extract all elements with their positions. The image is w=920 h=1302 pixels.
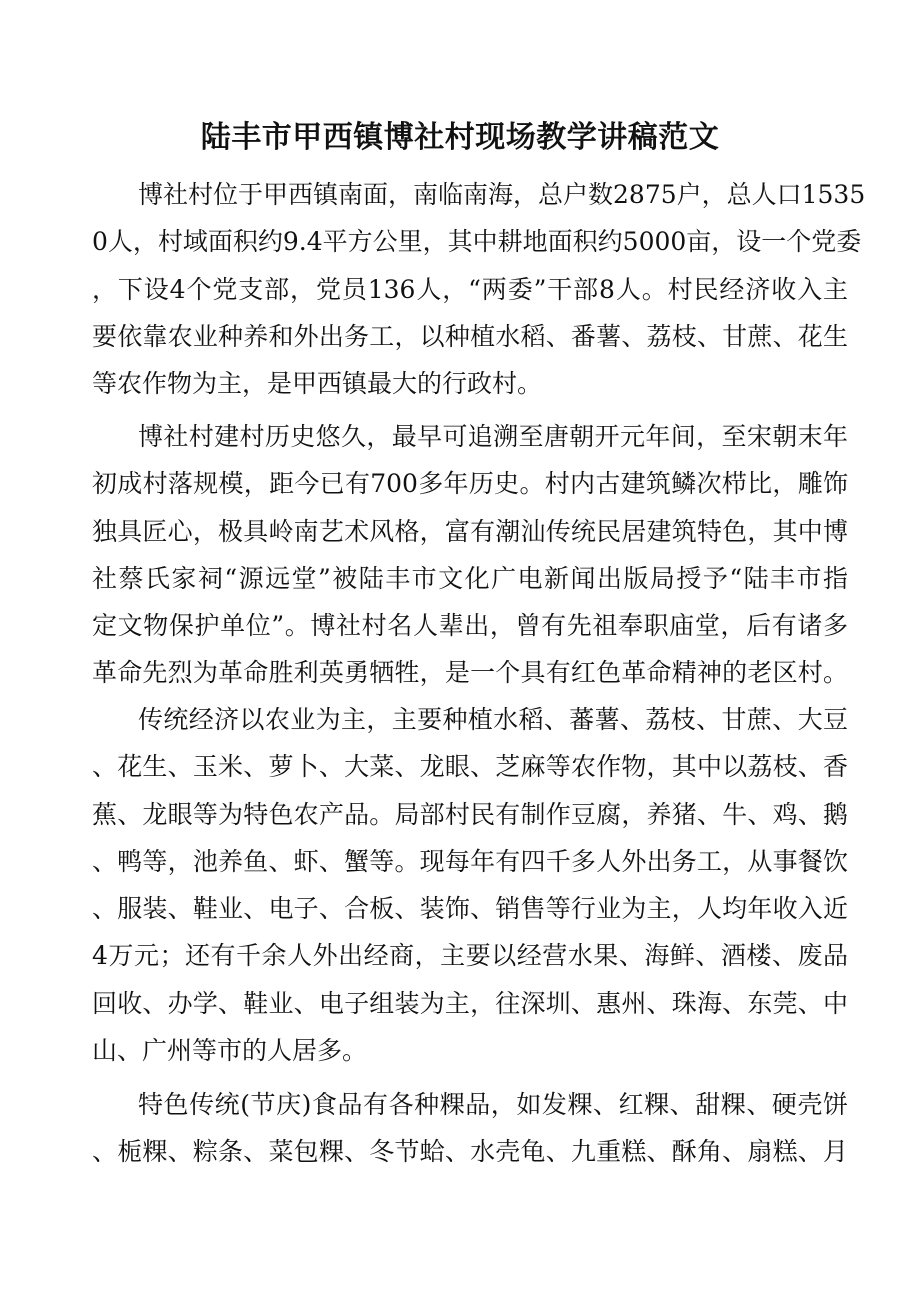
text-line: 定文物保护单位”。博社村名人辈出，曾有先祖奉职庙堂，后有诸多 — [92, 611, 848, 641]
text-line: 、服装、鞋业、电子、合板、装饰、销售等行业为主，人均年收入近 — [92, 894, 848, 924]
document-title: 陆丰市甲西镇博社村现场教学讲稿范文 — [200, 120, 720, 155]
text-line: 、鸭等，池养鱼、虾、蟹等。现每年有四千多人外出务工，从事餐饮 — [92, 846, 848, 876]
text-line: 回收、办学、鞋业、电子组装为主，往深圳、惠州、珠海、东莞、中 — [92, 988, 848, 1018]
text-line: 0人，村域面积约9.4平方公里，其中耕地面积约5000亩，设一个党委 — [92, 227, 862, 257]
text-line: 蕉、龙眼等为特色农产品。局部村民有制作豆腐，养猪、牛、鸡、鹅 — [92, 799, 848, 829]
paragraph-4 — [92, 1081, 848, 1176]
paragraph-1 — [92, 171, 866, 407]
text-line: 社蔡氏家祠“源远堂”被陆丰市文化广电新闻出版局授予“陆丰市指 — [92, 563, 848, 593]
text-line: 、花生、玉米、萝卜、大菜、龙眼、芝麻等农作物，其中以荔枝、香 — [92, 752, 848, 782]
paragraph-2 — [92, 413, 848, 697]
text-line: 革命先烈为革命胜利英勇牺牲，是一个具有红色革命精神的老区村。 — [92, 658, 848, 688]
text-line: 特色传统(节庆)食品有各种粿品，如发粿、红粿、甜粿、硬壳饼 — [138, 1090, 848, 1119]
text-line: 山、广州等市的人居多。 — [92, 1036, 368, 1066]
text-line: 博社村位于甲西镇南面，南临南海，总户数2875户，总人口1535 — [138, 180, 866, 209]
text-line: 传统经济以农业为主，主要种植水稻、蕃薯、荔枝、甘蔗、大豆 — [138, 705, 848, 734]
text-line: 、栀粿、粽条、菜包粿、冬节蛤、水壳龟、九重糕、酥角、扇糕、月 — [92, 1137, 848, 1167]
text-line: ，下设4个党支部，党员136人，“两委”干部8人。村民经济收入主 — [92, 274, 848, 304]
text-line: 要依靠农业种养和外出务工，以种植水稻、番薯、荔枝、甘蔗、花生 — [92, 321, 848, 351]
text-line: 4万元；还有千余人外出经商，主要以经营水果、海鲜、酒楼、废品 — [92, 941, 848, 971]
text-line: 独具匠心，极具岭南艺术风格，富有潮汕传统民居建筑特色，其中博 — [92, 516, 848, 546]
text-line: 初成村落规模，距今已有700多年历史。村内古建筑鳞次栉比，雕饰 — [92, 469, 848, 499]
paragraph-3 — [92, 696, 848, 1074]
text-line: 等农作物为主，是甲西镇最大的行政村。 — [92, 369, 543, 399]
text-line: 博社村建村历史悠久，最早可追溯至唐朝开元年间，至宋朝末年 — [138, 422, 848, 451]
